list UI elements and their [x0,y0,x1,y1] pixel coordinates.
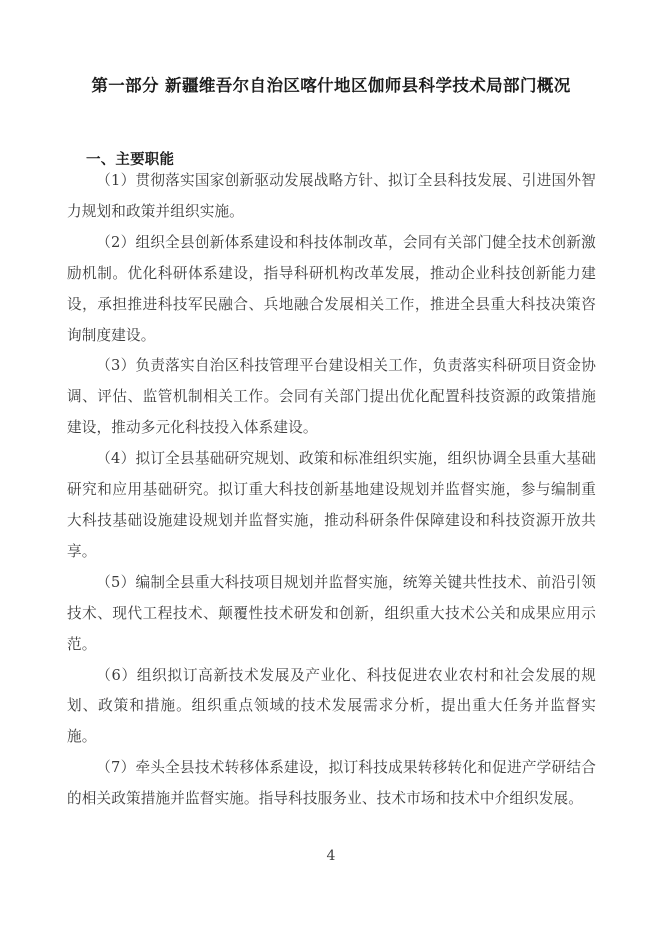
body-content [67,166,596,815]
page-title: 第一部分 新疆维吾尔自治区喀什地区伽师县科学技术局部门概况 [91,76,571,96]
paragraph-item: （1）贯彻落实国家创新驱动发展战略方针、拟订全县科技发展、引进国外智力规划和政策并组织实施。 [67,172,596,220]
paragraph-item: （2）组织全县创新体系建设和科技体制改革，会同有关部门健全技术创新激励机制。优化科研体系建设，指导科研机构改革发展，推动企业科技创新能力建设，承担推进科技军民融合、兵地融合发展相关工作，推进全县重大科技决策咨询制度建设。 [67,233,596,344]
paragraph-item: （7）牵头全县技术转移体系建设，拟订科技成果转移转化和促进产学研结合的相关政策措施并监督实施。指导科技服务业、技术市场和技术中介组织发展。 [67,759,596,808]
paragraph-item: （6）组织拟订高新技术发展及产业化、科技促进农业农村和社会发展的规划、政策和措施。组织重点领域的技术发展需求分析，提出重大任务并监督实施。 [67,666,596,746]
paragraph-item: （4）拟订全县基础研究规划、政策和标准组织实施，组织协调全县重大基础研究和应用基础研究。拟订重大科技创新基地建设规划并监督实施，参与编制重大科技基础设施建设规划并监督实施，推动科研条件保障建设和科技资源开放共享。 [67,450,596,560]
paragraph-item: （5）编制全县重大科技项目规划并监督实施，统筹关键共性技术、前沿引领技术、现代工程技术、颠覆性技术研发和创新，组织重大技术公关和成果应用示范。 [67,573,596,653]
page-number: 4 [326,848,336,864]
section-heading-main-functions: 一、主要职能 [86,152,175,169]
paragraph-item: （3）负责落实自治区科技管理平台建设相关工作，负责落实科研项目资金协调、评估、监管机制相关工作。会同有关部门提出优化配置科技资源的政策措施建设，推动多元化科技投入体系建设。 [67,357,596,437]
